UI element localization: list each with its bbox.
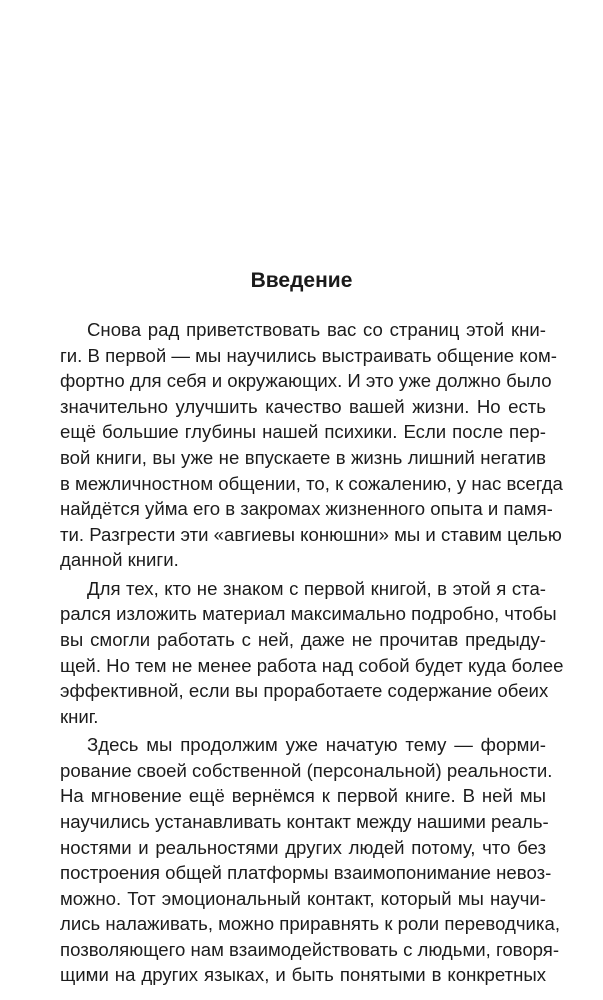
paragraph-1-line-4: значительно улучшить качество вашей жизни. Но есть (60, 395, 546, 417)
paragraph-2-line-4: щей. Но тем не менее работа над собой будет куда более (60, 654, 564, 676)
chapter-heading: Введение (250, 269, 353, 292)
paragraph-3-line-3: На мгновение ещё вернёмся к первой книге. В ней мы (60, 785, 546, 807)
paragraph-1-line-7: в межличностном общении, то, к сожалению, у нас всегда (60, 472, 563, 494)
paragraph-3-line-9: позволяющего нам взаимодействовать с людьми, говоря- (60, 938, 560, 960)
paragraph-1-line-10: данной книги. (60, 549, 179, 571)
paragraph-3-line-6: построения общей платформы взаимопонимание невоз- (60, 862, 552, 884)
paragraph-3-line-1: Здесь мы продолжим уже начатую тему — форми- (87, 734, 546, 756)
paragraph-1-line-3: фортно для себя и окружающих. И это уже должно было (60, 370, 552, 392)
paragraph-3-line-7: можно. Тот эмоциональный контакт, который мы научи- (60, 887, 546, 909)
paragraph-1-line-1: Снова рад приветствовать вас со страниц этой кни- (87, 319, 546, 340)
paragraph-2-line-1: Для тех, кто не знаком с первой книгой, в этой я ста- (87, 577, 546, 599)
paragraph-1-line-9: ти. Разгрести эти «авгиевы конюшни» мы и ставим целью (60, 523, 562, 545)
paragraph-3-line-10: щими на других языках, и быть понятыми в конкретных (60, 964, 546, 986)
paragraph-2-line-2: рался изложить материал максимально подробно, чтобы (60, 603, 557, 625)
paragraph-1-line-8: найдётся уйма его в закромах жизненного опыта и памя- (60, 498, 553, 519)
paragraph-2-line-5: эффективной, если вы проработаете содержание обеих (60, 680, 549, 702)
paragraph-2-line-6: книг. (60, 705, 99, 727)
paragraph-1-line-2: ги. В первой — мы научились выстраивать общение ком- (60, 344, 557, 366)
paragraph-3-line-5: ностями и реальностями других людей потому, что без (60, 836, 546, 858)
paragraph-1-line-5: ещё большие глубины нашей психики. Если после пер- (60, 421, 546, 443)
paragraph-1-line-6: вой книги, вы уже не впускаете в жизнь лишний негатив (60, 446, 546, 468)
paragraph-3-line-4: научились устанавливать контакт между нашими реаль- (60, 811, 549, 832)
paragraph-3-line-2: рование своей собственной (персональной) реальности. (60, 759, 553, 781)
paragraph-2-line-3: вы смогли работать с ней, даже не прочитав предыду- (60, 628, 546, 650)
paragraph-3-line-8: лись налаживать, можно приравнять к роли переводчика, (60, 913, 560, 935)
